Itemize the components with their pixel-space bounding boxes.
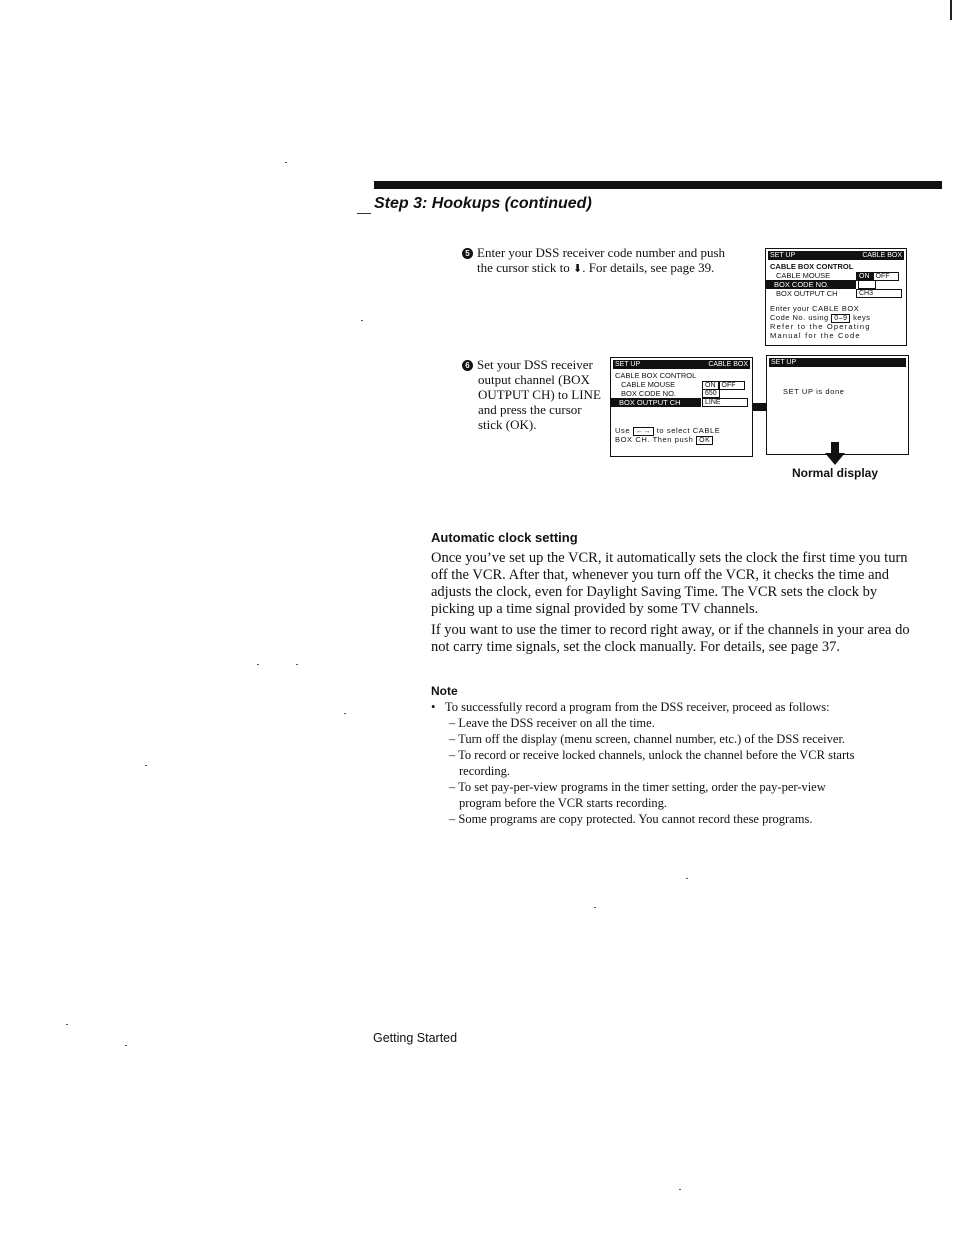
scan-speck xyxy=(257,664,259,665)
osd-label: BOX CODE NO. xyxy=(766,280,856,289)
down-arrow-icon xyxy=(825,442,845,466)
osd-text: Use xyxy=(615,426,631,435)
osd-message xyxy=(766,313,906,322)
osd-row-cable-mouse xyxy=(766,271,906,280)
osd-message: Manual for the Code xyxy=(770,331,861,340)
osd-screen-code-entry xyxy=(765,248,907,346)
osd-key: OK xyxy=(696,436,713,445)
paragraph: Once you’ve set up the VCR, it automatically sets the clock the first time you turn off the VCR. After that, whenever you turn off the VCR, it checks the time and adjusts the clock, even for Daylight Saving Time. The VCR sets the clock by picking up a time signal provided by some TV channels. xyxy=(431,550,908,617)
osd-title: SET UP xyxy=(771,359,797,366)
osd-label: BOX OUTPUT CH xyxy=(776,289,838,298)
paragraph: If you want to use the timer to record right away, or if the channels in your area do not carry time signals, set the clock manually. For details, see page 37. xyxy=(431,622,910,655)
step-6-line: Set your DSS receiver xyxy=(477,357,593,372)
osd-label: BOX OUTPUT CH xyxy=(611,398,701,407)
note-bullet xyxy=(431,699,911,715)
osd-tab: CABLE BOX xyxy=(862,252,902,259)
osd-value-on: ON xyxy=(702,381,719,390)
note-text: To successfully record a program from the DSS receiver, proceed as follows: xyxy=(445,700,830,714)
normal-display-caption: Normal display xyxy=(792,466,879,480)
osd-row: CABLE BOX CONTROL xyxy=(615,371,697,380)
page-footer: Getting Started xyxy=(373,1031,458,1045)
step-5-line2: the cursor stick to xyxy=(477,260,574,275)
osd-title: SET UP xyxy=(770,252,796,259)
osd-value-off: OFF xyxy=(873,272,899,281)
osd-label: BOX CODE NO. xyxy=(621,389,677,398)
scan-speck xyxy=(296,664,298,665)
osd-row-output-ch xyxy=(611,398,752,407)
osd-row-box-code xyxy=(766,280,906,289)
scan-speck xyxy=(686,878,688,879)
osd-text: BOX CH. Then push xyxy=(615,435,694,444)
heading-mark xyxy=(357,213,371,214)
osd-message xyxy=(611,435,752,444)
osd-title: SET UP xyxy=(615,361,641,368)
bullet-dot: • xyxy=(431,700,436,714)
osd-message xyxy=(611,426,752,435)
osd-value-empty xyxy=(858,280,876,289)
down-arrow-icon: ⬇ xyxy=(573,263,583,275)
step-5-line2b: . For details, see page 39. xyxy=(582,260,715,275)
step-5-line1: Enter your DSS receiver code number and push xyxy=(477,245,726,260)
osd-text: keys xyxy=(853,313,871,322)
osd-key: 0–9 xyxy=(831,314,850,323)
osd-message: Enter your CABLE BOX xyxy=(770,304,860,313)
list-item: – To set pay-per-view programs in the timer setting, order the pay-per-view xyxy=(449,780,826,794)
list-item: – Some programs are copy protected. You cannot record these programs. xyxy=(449,812,813,826)
list-item: – To record or receive locked channels, unlock the channel before the VCR starts xyxy=(449,748,855,762)
osd-message: SET UP is done xyxy=(783,387,845,396)
header-rule xyxy=(374,181,942,189)
list-item: program before the VCR starts recording. xyxy=(459,796,668,810)
osd-message: Refer to the Operating xyxy=(770,322,871,331)
scan-speck xyxy=(361,320,363,321)
osd-screen-setup-done xyxy=(766,355,909,455)
osd-key: ←→ xyxy=(633,427,654,436)
note-title: Note xyxy=(431,684,458,698)
osd-value: CH3 xyxy=(856,289,902,298)
list-item: recording. xyxy=(459,764,511,778)
scan-speck xyxy=(679,1189,681,1190)
osd-label: CABLE MOUSE xyxy=(621,380,676,389)
osd-value: 650 xyxy=(702,389,720,398)
note-list xyxy=(449,715,909,827)
step-6-line: and press the cursor xyxy=(478,402,582,417)
step-6-line: stick (OK). xyxy=(478,417,537,432)
step-number: 5 xyxy=(462,248,473,259)
page-edge-mark xyxy=(950,0,952,20)
step-6-line: OUTPUT CH) to LINE xyxy=(478,387,601,402)
osd-screen-output-ch xyxy=(610,357,753,457)
osd-tab: CABLE BOX xyxy=(708,361,748,368)
scan-speck xyxy=(145,765,147,766)
osd-row-box-code xyxy=(611,389,752,398)
list-item: – Turn off the display (menu screen, channel number, etc.) of the DSS receiver. xyxy=(449,732,846,746)
osd-text: Code No. using xyxy=(770,313,829,322)
osd-value-off: OFF xyxy=(719,381,745,390)
scan-speck xyxy=(125,1045,127,1046)
osd-text: to select CABLE xyxy=(656,426,721,435)
page-title: Step 3: Hookups (continued) xyxy=(374,195,592,212)
list-item: – Leave the DSS receiver on all the time. xyxy=(449,716,655,730)
scan-speck xyxy=(594,907,596,908)
step-6 xyxy=(462,357,612,432)
osd-value-on: ON xyxy=(856,272,873,281)
osd-row-cable-mouse xyxy=(611,380,752,389)
osd-value: LINE xyxy=(702,398,748,407)
osd-row: CABLE BOX CONTROL xyxy=(770,262,854,271)
scan-speck xyxy=(344,713,346,714)
osd-label: CABLE MOUSE xyxy=(776,271,831,280)
scan-speck xyxy=(285,162,287,163)
section-title: Automatic clock setting xyxy=(431,530,578,545)
step-5 xyxy=(462,245,752,277)
step-number: 6 xyxy=(462,360,473,371)
scan-speck xyxy=(66,1024,68,1025)
osd-row-output-ch xyxy=(766,289,906,298)
step-6-line: output channel (BOX xyxy=(478,372,590,387)
